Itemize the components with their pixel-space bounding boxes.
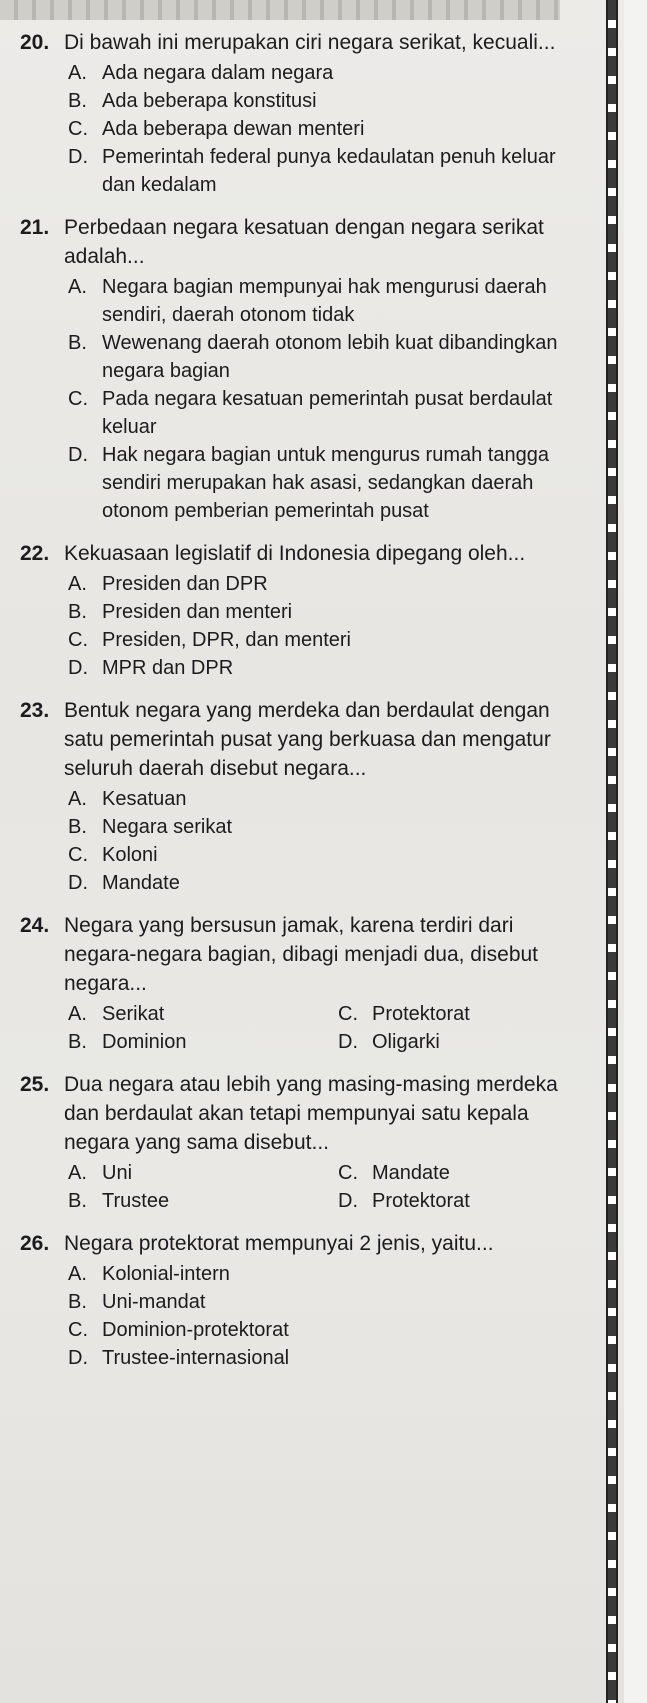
option-c[interactable] bbox=[334, 1000, 584, 1028]
option-c[interactable] bbox=[64, 626, 580, 654]
page-top-edge bbox=[0, 0, 560, 20]
option-letter: A. bbox=[68, 1003, 87, 1025]
option-b[interactable] bbox=[64, 598, 580, 626]
question-text: Negara protektorat mempunyai 2 jenis, yaitu... bbox=[64, 1232, 494, 1255]
option-letter: D. bbox=[68, 872, 88, 894]
question-23 bbox=[20, 696, 580, 897]
option-a[interactable] bbox=[64, 570, 580, 598]
option-d[interactable] bbox=[64, 1344, 580, 1372]
option-b[interactable] bbox=[64, 1288, 580, 1316]
question-number: 21. bbox=[20, 216, 50, 239]
option-text: Uni bbox=[102, 1162, 133, 1184]
question-number: 25. bbox=[20, 1073, 50, 1096]
option-letter: D. bbox=[68, 1347, 88, 1369]
question-20 bbox=[20, 28, 580, 199]
option-letter: B. bbox=[68, 1190, 87, 1212]
option-a[interactable] bbox=[64, 59, 580, 87]
option-text: Serikat bbox=[102, 1003, 165, 1025]
question-21 bbox=[20, 213, 580, 525]
question-text: Negara yang bersusun jamak, karena terdiri dari negara-negara bagian, dibagi menjadi dua, disebut negara... bbox=[64, 914, 539, 995]
option-text: MPR dan DPR bbox=[102, 657, 234, 679]
option-text: Trustee bbox=[102, 1190, 170, 1212]
question-stem bbox=[20, 213, 580, 271]
option-list bbox=[20, 570, 580, 682]
question-text: Dua negara atau lebih yang masing-masing merdeka dan berdaulat akan tetapi mempunyai satu kepala negara yang sama disebut... bbox=[64, 1073, 558, 1154]
option-letter: A. bbox=[68, 62, 87, 84]
option-letter: B. bbox=[68, 332, 87, 354]
option-text: Wewenang daerah otonom lebih kuat dibandingkan negara bagian bbox=[102, 332, 558, 382]
question-stem bbox=[20, 1229, 580, 1258]
question-25 bbox=[20, 1070, 580, 1215]
option-letter: C. bbox=[68, 844, 88, 866]
option-letter: B. bbox=[68, 1031, 87, 1053]
option-c[interactable] bbox=[64, 115, 580, 143]
question-24 bbox=[20, 911, 580, 1056]
option-letter: D. bbox=[68, 146, 88, 168]
option-a[interactable] bbox=[64, 1159, 334, 1187]
option-list bbox=[20, 59, 580, 199]
spiral-binding bbox=[588, 0, 647, 1703]
option-letter: A. bbox=[68, 1162, 87, 1184]
option-b[interactable] bbox=[64, 87, 580, 115]
option-letter: C. bbox=[338, 1003, 358, 1025]
option-c[interactable] bbox=[64, 385, 580, 441]
option-c[interactable] bbox=[334, 1159, 584, 1187]
option-text: Dominion bbox=[102, 1031, 187, 1053]
option-letter: B. bbox=[68, 90, 87, 112]
question-list bbox=[20, 28, 580, 1372]
option-list bbox=[20, 1260, 580, 1372]
option-grid bbox=[20, 1159, 580, 1215]
option-letter: C. bbox=[68, 388, 88, 410]
option-b[interactable] bbox=[64, 329, 580, 385]
option-letter: A. bbox=[68, 788, 87, 810]
option-text: Mandate bbox=[372, 1162, 450, 1184]
question-text: Perbedaan negara kesatuan dengan negara serikat adalah... bbox=[64, 216, 544, 268]
question-stem bbox=[20, 539, 580, 568]
question-text: Di bawah ini merupakan ciri negara serikat, kecuali... bbox=[64, 31, 556, 54]
option-letter: B. bbox=[68, 1291, 87, 1313]
option-letter: C. bbox=[68, 118, 88, 140]
option-letter: A. bbox=[68, 573, 87, 595]
question-number: 26. bbox=[20, 1232, 50, 1255]
option-d[interactable] bbox=[64, 441, 580, 525]
binding-margin bbox=[624, 0, 647, 1703]
option-text: Trustee-internasional bbox=[102, 1347, 290, 1369]
option-letter: D. bbox=[338, 1031, 358, 1053]
option-d[interactable] bbox=[64, 869, 580, 897]
option-d[interactable] bbox=[64, 654, 580, 682]
option-letter: D. bbox=[338, 1190, 358, 1212]
option-text: Protektorat bbox=[372, 1190, 470, 1212]
option-letter: D. bbox=[68, 444, 88, 466]
option-text: Dominion-protektorat bbox=[102, 1319, 289, 1341]
option-text: Kolonial-intern bbox=[102, 1263, 230, 1285]
option-b[interactable] bbox=[64, 1028, 334, 1056]
option-text: Pemerintah federal punya kedaulatan penuh keluar dan kedalam bbox=[102, 146, 556, 196]
question-26 bbox=[20, 1229, 580, 1372]
option-text: Mandate bbox=[102, 872, 180, 894]
option-text: Protektorat bbox=[372, 1003, 470, 1025]
question-text: Bentuk negara yang merdeka dan berdaulat dengan satu pemerintah pusat yang berkuasa dan mengatur seluruh daerah disebut negara... bbox=[64, 699, 551, 780]
option-a[interactable] bbox=[64, 273, 580, 329]
option-text: Ada beberapa konstitusi bbox=[102, 90, 317, 112]
question-text: Kekuasaan legislatif di Indonesia dipegang oleh... bbox=[64, 542, 526, 565]
option-letter: C. bbox=[68, 629, 88, 651]
option-text: Negara bagian mempunyai hak mengurusi daerah sendiri, daerah otonom tidak bbox=[102, 276, 547, 326]
option-letter: A. bbox=[68, 276, 87, 298]
option-b[interactable] bbox=[64, 813, 580, 841]
option-c[interactable] bbox=[64, 1316, 580, 1344]
option-letter: C. bbox=[338, 1162, 358, 1184]
option-letter: D. bbox=[68, 657, 88, 679]
option-text: Presiden dan DPR bbox=[102, 573, 268, 595]
question-stem bbox=[20, 1070, 580, 1157]
question-number: 20. bbox=[20, 31, 50, 54]
option-text: Ada beberapa dewan menteri bbox=[102, 118, 365, 140]
option-text: Kesatuan bbox=[102, 788, 187, 810]
option-text: Uni-mandat bbox=[102, 1291, 206, 1313]
option-a[interactable] bbox=[64, 785, 580, 813]
option-text: Koloni bbox=[102, 844, 158, 866]
question-stem bbox=[20, 911, 580, 998]
option-letter: C. bbox=[68, 1319, 88, 1341]
option-list bbox=[20, 273, 580, 525]
option-d[interactable] bbox=[334, 1187, 584, 1215]
option-a[interactable] bbox=[64, 1260, 580, 1288]
option-text: Presiden dan menteri bbox=[102, 601, 293, 623]
question-stem bbox=[20, 696, 580, 783]
option-letter: B. bbox=[68, 816, 87, 838]
question-number: 23. bbox=[20, 699, 50, 722]
option-text: Pada negara kesatuan pemerintah pusat berdaulat keluar bbox=[102, 388, 553, 438]
option-grid bbox=[20, 1000, 580, 1056]
question-22 bbox=[20, 539, 580, 682]
option-d[interactable] bbox=[64, 143, 580, 199]
option-letter: A. bbox=[68, 1263, 87, 1285]
question-number: 22. bbox=[20, 542, 50, 565]
option-text: Ada negara dalam negara bbox=[102, 62, 334, 84]
question-stem bbox=[20, 28, 580, 57]
binding-strip bbox=[606, 0, 618, 1703]
option-text: Negara serikat bbox=[102, 816, 233, 838]
option-text: Hak negara bagian untuk mengurus rumah tangga sendiri merupakan hak asasi, sedangkan daerah otonom pemberian pemerintah pusat bbox=[102, 444, 549, 522]
option-text: Presiden, DPR, dan menteri bbox=[102, 629, 352, 651]
option-text: Oligarki bbox=[372, 1031, 440, 1053]
question-number: 24. bbox=[20, 914, 50, 937]
option-list bbox=[20, 785, 580, 897]
option-d[interactable] bbox=[334, 1028, 584, 1056]
option-b[interactable] bbox=[64, 1187, 334, 1215]
option-c[interactable] bbox=[64, 841, 580, 869]
option-a[interactable] bbox=[64, 1000, 334, 1028]
option-letter: B. bbox=[68, 601, 87, 623]
